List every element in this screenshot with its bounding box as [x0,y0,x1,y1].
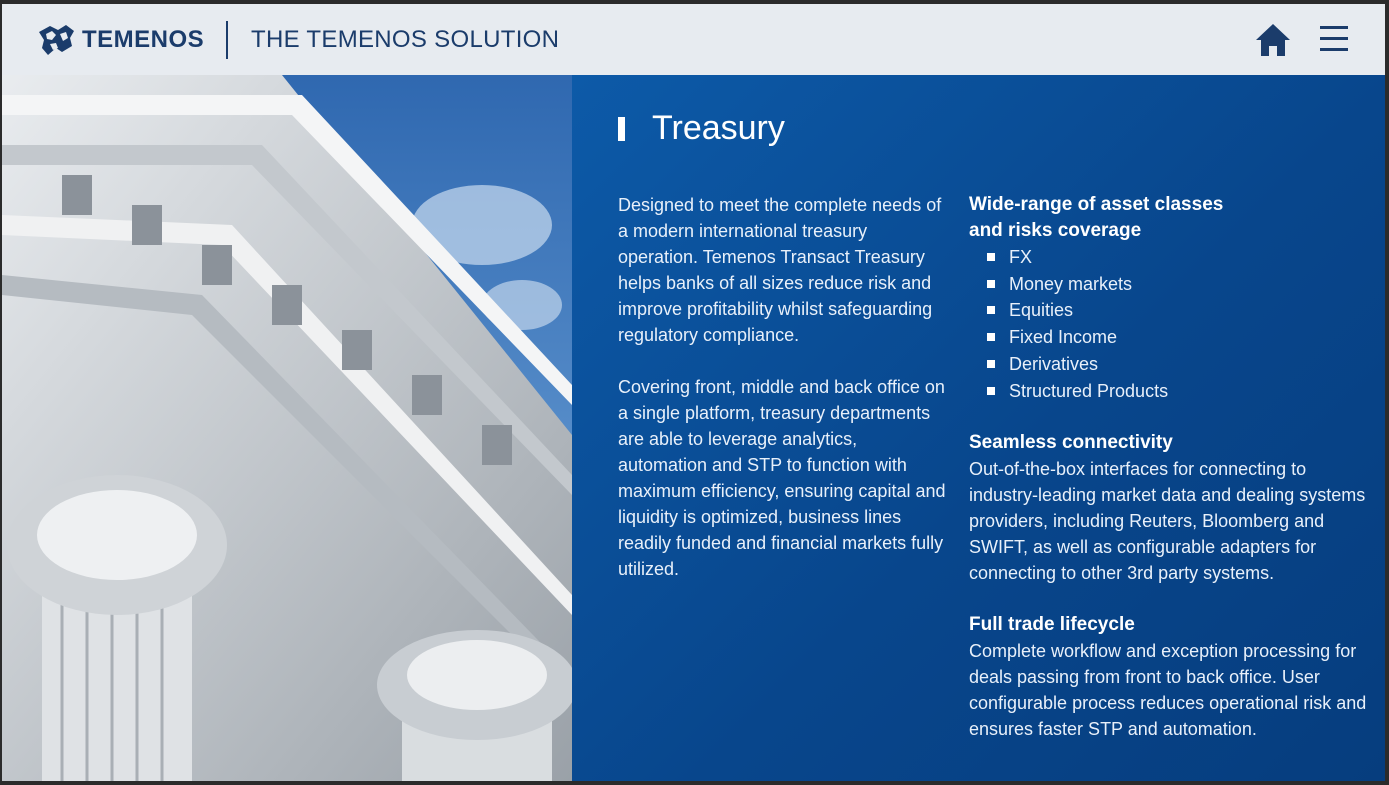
list-item-label: Derivatives [1009,353,1099,374]
content-panel [572,75,1385,781]
list-item [987,271,1374,298]
menu-line [1320,37,1348,40]
slide-frame [2,4,1385,781]
title-accent-bar [618,117,625,141]
list-item-label: Money markets [1009,273,1133,294]
list-item [987,297,1374,324]
page-title: Treasury [652,109,785,147]
list-item [987,351,1374,378]
building-photo [2,75,572,781]
list-item-label: FX [1009,247,1033,267]
hamburger-menu-button[interactable] [1320,26,1348,54]
home-icon [1254,21,1292,59]
lifecycle-heading: Full trade lifecycle [969,614,1135,636]
list-item-label: Structured Products [1009,380,1169,401]
home-button[interactable] [1254,21,1292,59]
list-item [987,378,1374,405]
bullet-square-icon [987,360,995,368]
header-bar [2,4,1385,75]
bullet-square-icon [987,387,995,395]
lifecycle-body: Complete workflow and exception processing for deals passing from front to back office. User configurable process reduces operational risk and ensures faster STP and automation. [969,641,1367,740]
bullet-square-icon [987,280,995,288]
list-item [987,244,1374,271]
temenos-logo[interactable] [36,22,204,58]
heading-line: and risks coverage [969,220,1142,241]
bullet-square-icon [987,306,995,314]
hamburger-menu-icon [1320,26,1348,29]
intro-paragraph: Covering front, middle and back office on a single platform, treasury departments are able to leverage analytics, automation and STP to function with maximum efficiency, ensuring capital and liquidity is optimized, business lines readily funded and financial markets fully utilized. [618,377,946,579]
logo-text: TEMENOS [82,26,205,53]
spacer [969,586,1374,612]
menu-line [1320,48,1348,51]
header-divider [226,21,228,59]
header-title: THE TEMENOS SOLUTION [251,26,560,53]
asset-classes-list [969,244,1374,404]
intro-column [618,192,948,608]
globe-logo-icon [36,22,76,58]
asset-classes-heading [969,192,1374,244]
features-column [969,192,1374,742]
spacer [969,404,1374,430]
list-item-label: Equities [1009,300,1074,321]
list-item [987,324,1374,351]
connectivity-heading: Seamless connectivity [969,432,1173,454]
heading-line: Wide-range of asset classes [969,194,1224,215]
bullet-square-icon [987,333,995,341]
connectivity-body: Out-of-the-box interfaces for connecting to industry-leading market data and dealing systems providers, including Reuters, Bloomberg and SWIFT, as well as configurable adapters for connecting to other 3rd party systems. [969,459,1366,584]
bullet-square-icon [987,253,995,261]
list-item-label: Fixed Income [1009,327,1118,348]
intro-paragraph: Designed to meet the complete needs of a modern international treasury operation. Temenos Transact Treasury helps banks of all sizes reduce risk and improve profitability whilst safeguarding regulatory compliance. [618,195,942,345]
classical-building-image [2,75,572,781]
